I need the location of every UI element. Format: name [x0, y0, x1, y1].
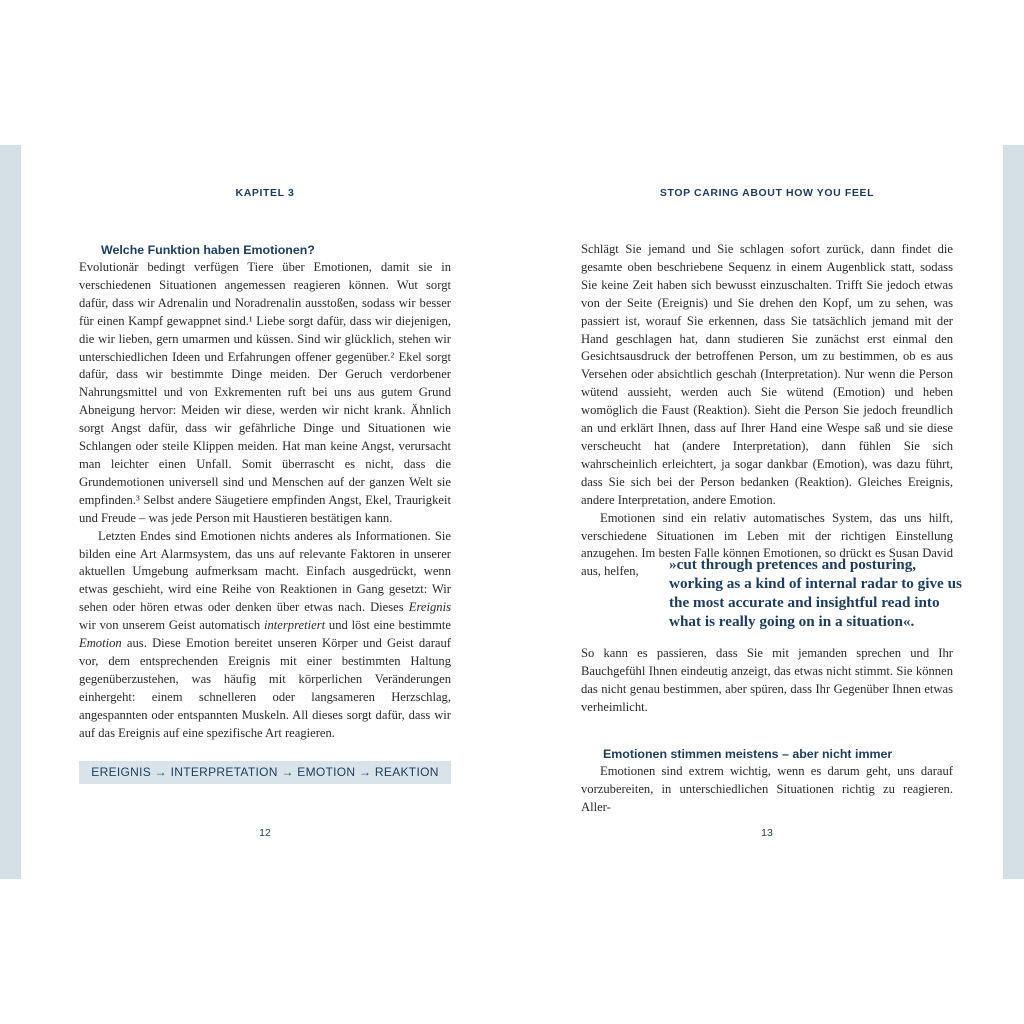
left-paragraph-2: Letzten Endes sind Emotionen nichts anderes als Informationen. Sie bilden eine Art Alarmsystem, das uns auf relevante Faktoren in unserer aktuellen Umgebung aufmerksam macht. Einfach ausgedrückt, wenn etwas geschieht, wird eine Reihe von Reaktionen in Gang gesetzt: Wir sehen oder hören etwas oder denken über etwas nach. Dieses Ereignis wir von unserem Geist automatisch interpretiert und löst eine bestimmte Emotion aus. Diese Emotion bereitet unseren Körper und Geist darauf vor, dem entsprechenden Ereignis mit einer bestimmten Haltung gegenüberzustehen, was häufig mit körperlichen Veränderungen einhergeht: einem schnelleren oder langsameren Herzschlag, angespannten oder entspannten Muskeln. All dieses sorgt dafür, dass wir auf das Ereignis auf eine spezifische Art reagieren.: [79, 528, 451, 740]
page-number-left: 12: [259, 827, 271, 839]
left-page-edge: [0, 145, 21, 879]
right-paragraph-4: Emotionen sind extrem wichtig, wenn es darum geht, uns darauf vorzubereiten, in unterschiedlichen Situationen richtig zu reagieren. Aller-: [581, 764, 953, 814]
right-page-edge: [1003, 145, 1024, 879]
pull-quote: »cut through pretences and posturing, working as a kind of internal radar to give us the most accurate and insightful read into what is really going on in a situation«.: [669, 556, 962, 630]
page-number-right: 13: [761, 827, 773, 839]
term-ereignis: Ereignis: [408, 600, 451, 615]
section-heading-emotions-accuracy: Emotionen stimmen meistens – aber nicht immer: [603, 747, 893, 761]
term-emotion: Emotion: [79, 636, 122, 651]
running-head-left: KAPITEL 3: [235, 187, 295, 199]
left-page-body: [79, 241, 451, 742]
running-head-right: STOP CARING ABOUT HOW YOU FEEL: [659, 187, 875, 199]
section-heading-emotion-function: Welche Funktion haben Emotionen?: [101, 243, 315, 257]
left-paragraph-1: Evolutionär bedingt verfügen Tiere über Emotionen, damit sie in verschiedenen Situationen angemessen reagieren können. Wut sorgt dafür, dass wir Adrenalin und Noradrenalin ausstoßen, sodass wir besser für einen Kampf gewappnet sind.¹ Liebe sorgt dafür, dass wir diejenigen, die wir lieben, gern umarmen und küssen. Sind wir glücklich, stehen wir unterschiedlichen Ideen und Erfahrungen offener gegenüber.² Ekel sorgt dafür, dass wir bestimmte Dinge meiden. Der Geruch verdorbener Nahrungsmittel und von Exkrementen ruft bei uns aus gutem Grund Abneigung hervor: Meiden wir diese, werden wir nicht krank. Ähnlich sorgt Angst dafür, dass wir gefährliche Dinge und Situationen wie Schlangen oder steile Klippen meiden. Hat man keine Angst, verursacht man leichter einen Unfall. Somit überrascht es nicht, dass die Grundemotionen universell sind und Menschen auf der ganzen Welt sie empfinden.³ Selbst andere Säugetiere empfinden Angst, Ekel, Traurigkeit und Freude – was jede Person mit Haustieren bestätigen kann.: [79, 260, 451, 525]
book-spread: [21, 145, 1003, 879]
left-page: [79, 145, 451, 879]
right-paragraph-3: So kann es passieren, dass Sie mit jemanden sprechen und Ihr Bauchgefühl Ihnen eindeutig anzeigt, das etwas nicht stimmt. Sie können das nicht genau bestimmen, aber spüren, dass Ihr Gegenüber Ihnen etwas verheimlicht.: [581, 646, 953, 714]
right-paragraph-2: Emotionen sind ein relativ automatisches System, das uns hilft, verschiedene Situationen im Leben mit der richtigen Einstellung anzugehen. Im besten Falle können Emotionen, so drückt es Susan David aus, helfen,: [581, 510, 953, 579]
right-page-body-bottom: [581, 645, 953, 717]
right-page: [581, 145, 962, 879]
process-sequence-bar: EREIGNIS → INTERPRETATION → EMOTION → REAKTION: [79, 761, 451, 784]
right-page-body-top: [581, 241, 953, 581]
right-page-section: [581, 745, 953, 817]
right-paragraph-1: Schlägt Sie jemand und Sie schlagen sofort zurück, dann findet die gesamte oben beschriebene Sequenz in einem Augenblick statt, sodass Sie keine Zeit haben sich bewusst einzuschalten. Trifft Sie jedoch etwas von der Seite (Ereignis) und Sie drehen den Kopf, um zu sehen, was passiert ist, worauf Sie erkennen, dass Sie tatsächlich jemand mit der Hand geschlagen hat, dann studieren Sie zunächst erst einmal den Gesichtsausdruck der betroffenen Person, um zu bestimmen, ob es aus Versehen oder absichtlich geschah (Interpretation). Nur wenn die Person wütend aussieht, werden auch Sie wütend (Emotion) und heben womöglich die Faust (Reaktion). Sieht die Person Sie jedoch freundlich an und erklärt Ihnen, dass auf Ihrer Hand eine Wespe saß und sie diese verscheucht hat (andere Interpretation), dann fühlen Sie sich wahrscheinlich erleichtert, ja sogar dankbar (Emotion), was dazu führt, dass Sie sich bei der Person bedanken (Reaktion). Gleiches Ereignis, andere Interpretation, andere Emotion.: [581, 242, 953, 507]
term-interpretiert: interpretiert: [264, 618, 326, 633]
